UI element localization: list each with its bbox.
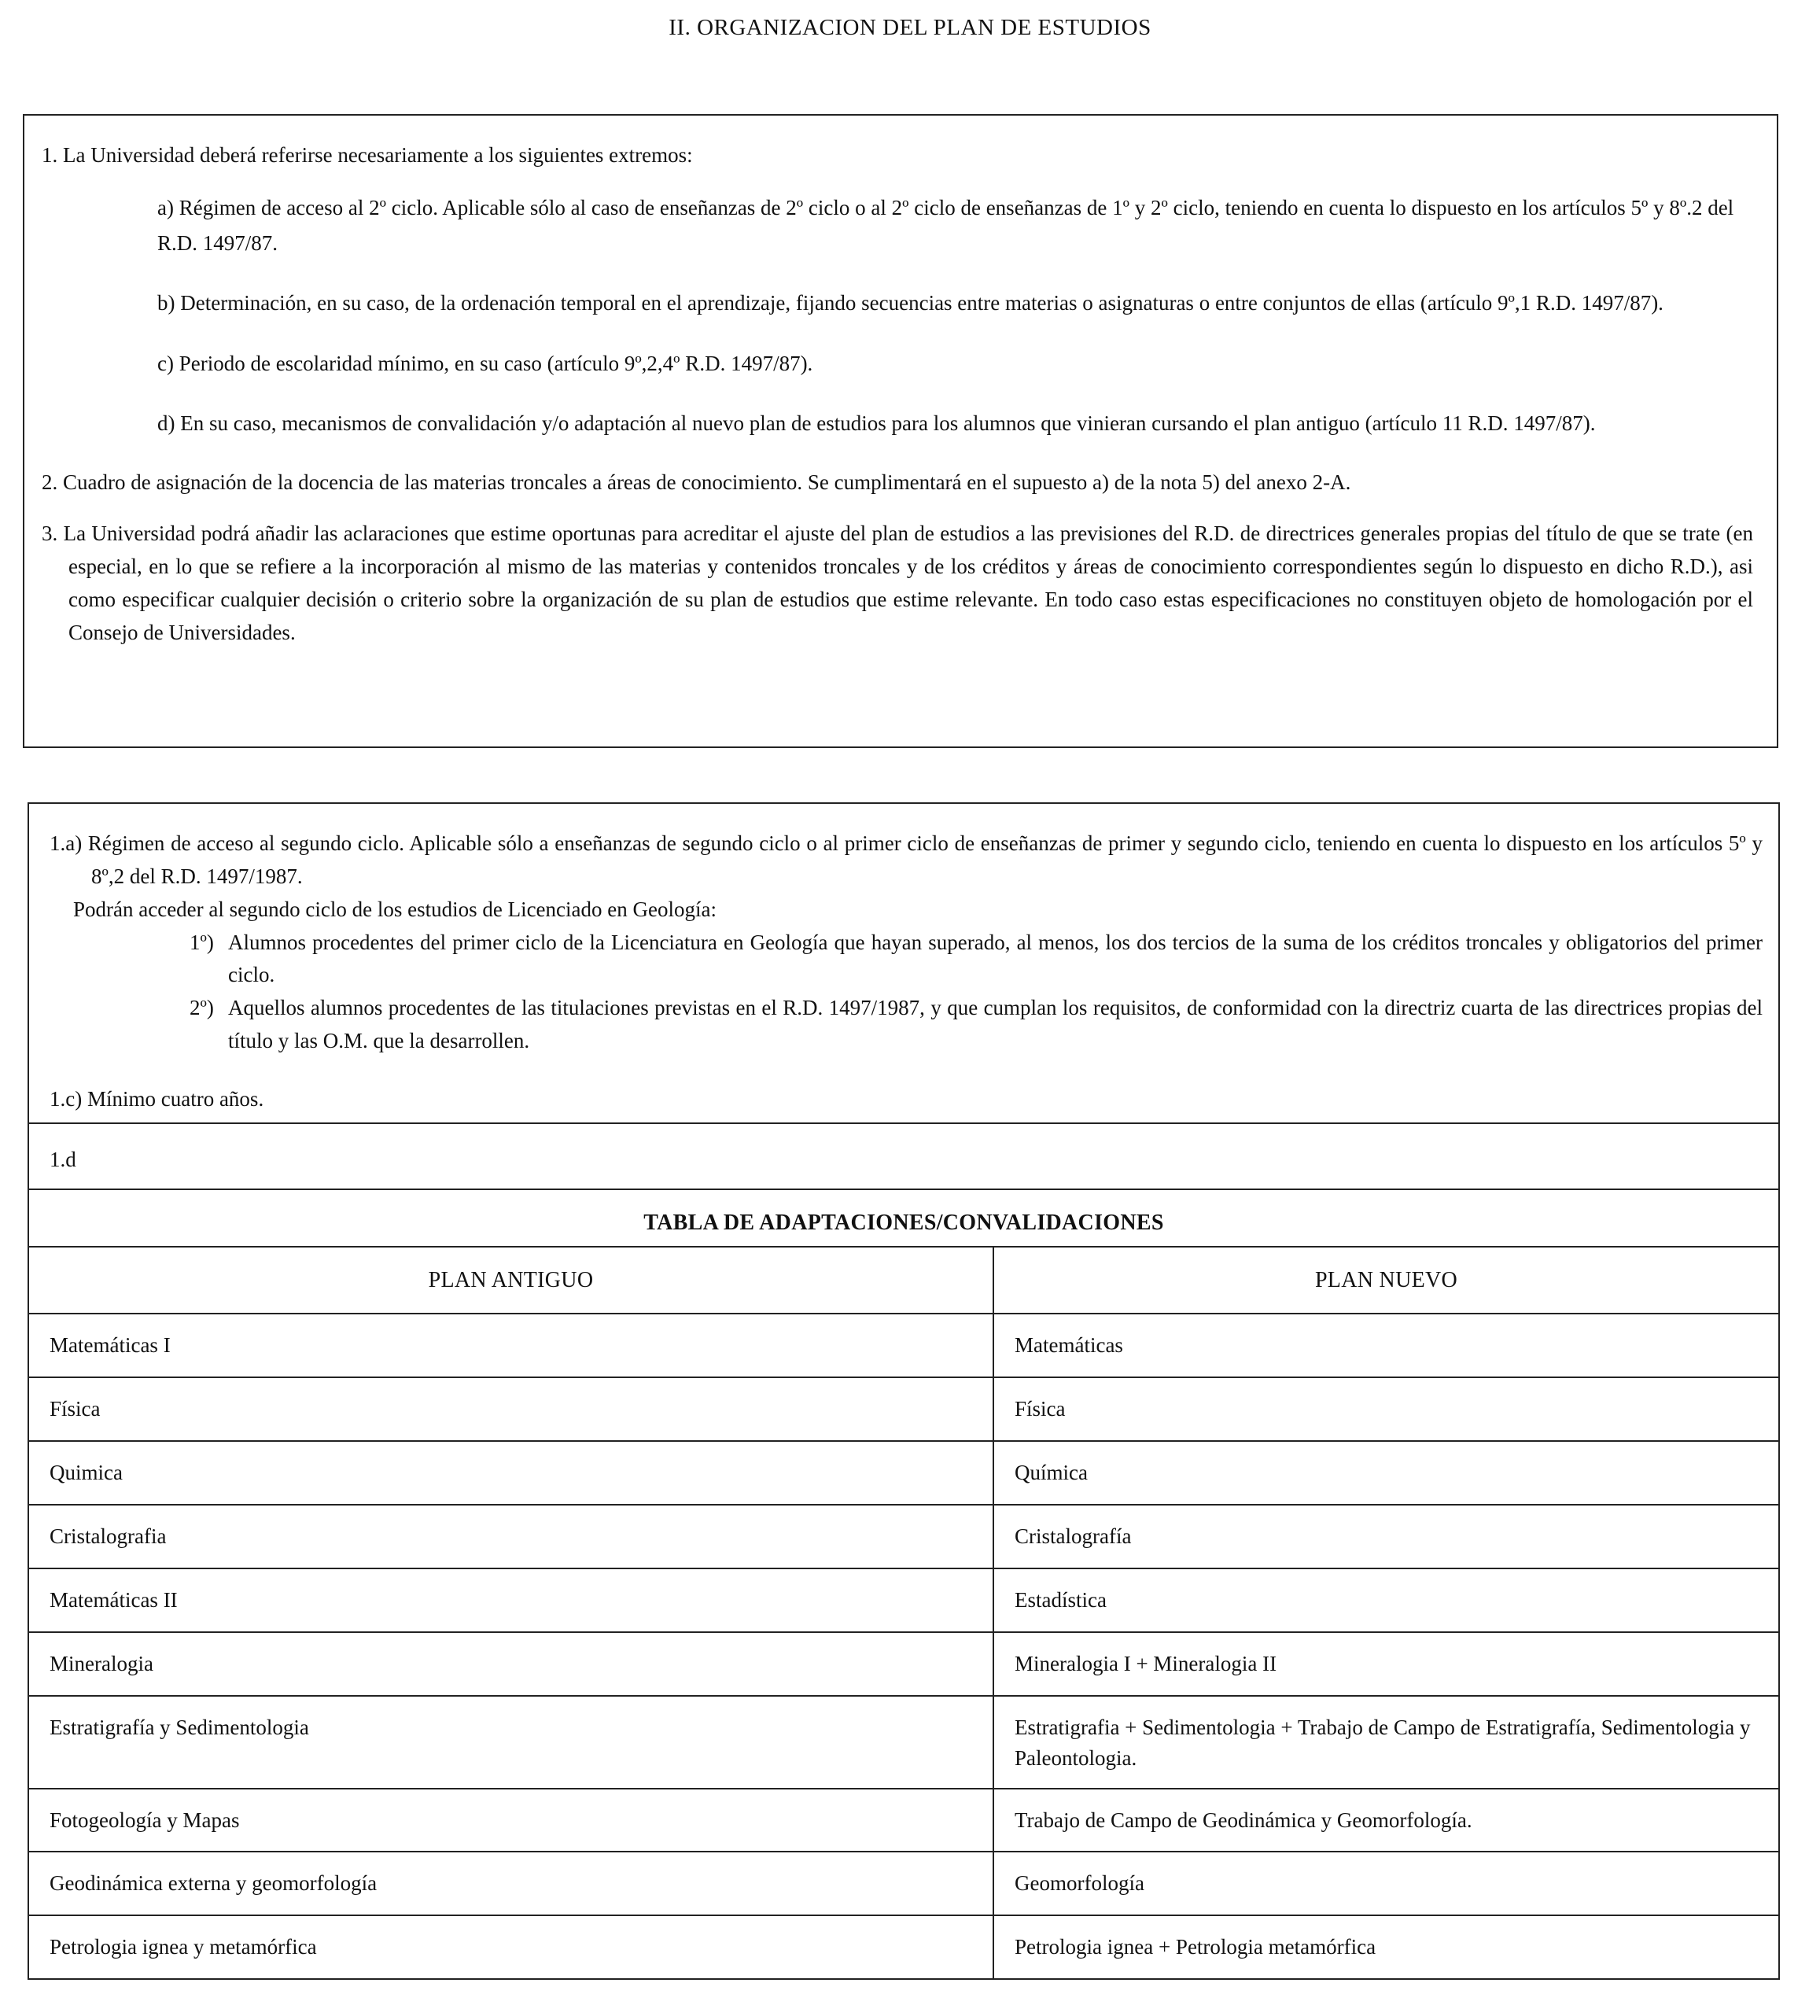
access-intro: Podrán acceder al segundo ciclo de los estudios de Licenciado en Geología:	[73, 897, 717, 921]
table-cell-new: Química	[994, 1440, 1778, 1504]
access-regime-paragraph: 1.a) Régimen de acceso al segundo ciclo. Aplicable sólo a enseñanzas de segundo ciclo o al primer ciclo de enseñanzas de primer y segundo ciclo, teniendo en cuenta lo dispuesto en los artículos 5º y 8º,2 del R.D. 1497/1987.	[50, 831, 1763, 888]
instruction-item-b: b) Determinación, en su caso, de la ordenación temporal en el aprendizaje, fijando secuencias entre materias o asignaturas o entre conjuntos de ellas (artículo 9º,1 R.D. 1497/87).	[157, 291, 1663, 315]
column-header-new-plan: PLAN NUEVO	[994, 1246, 1778, 1313]
table-cell-new: Trabajo de Campo de Geodinámica y Geomorfología.	[994, 1788, 1778, 1851]
table-cell-old: Fotogeología y Mapas	[29, 1788, 994, 1851]
minimum-period: 1.c) Mínimo cuatro años.	[50, 1086, 264, 1111]
instruction-point-3: 3. La Universidad podrá añadir las aclaraciones que estime oportunas para acreditar el ajuste del plan de estudios a las previsiones del R.D. de directrices generales propias del título de que se trate (en especial, en lo que se refiere a la incorporación al mismo de las materias y contenidos troncales y de los créditos y áreas de conocimiento correspondientes según lo dispuesto en dicho R.D.), asi como especificar cualquier decisión o criterio sobre la organización de su plan de estudios que estime relevante. En todo caso estas especificaciones no constituyen objeto de homologación por el Consejo de Universidades.	[42, 522, 1753, 644]
access-item-text: Aquellos alumnos procedentes de las titulaciones previstas en el R.D. 1497/1987, y que cumplan los requisitos, de conformidad con la directriz cuarta de las directrices propias del título y las O.M. que la desarrollen.	[228, 996, 1763, 1053]
instruction-item-a: a) Régimen de acceso al 2º ciclo. Aplicable sólo al caso de enseñanzas de 2º ciclo o al 2º ciclo de enseñanzas de 1º y 2º ciclo, teniendo en cuenta lo dispuesto en los artículos 5º y 8º.2 del R.D. 1497/87.	[157, 195, 1734, 255]
access-item-number: 2º)	[190, 996, 214, 1020]
instructions-box	[23, 114, 1778, 748]
table-cell-old: Física	[29, 1377, 994, 1440]
divider	[29, 1122, 1778, 1124]
instruction-item-c: c) Periodo de escolaridad mínimo, en su caso (artículo 9º,2,4º R.D. 1497/87).	[157, 351, 813, 375]
adaptation-table	[29, 1246, 1778, 1978]
instruction-item-d: d) En su caso, mecanismos de convalidación y/o adaptación al nuevo plan de estudios para los alumnos que vinieran cursando el plan antiguo (artículo 11 R.D. 1497/87).	[157, 411, 1596, 435]
table-cell-new: Petrologia ignea + Petrologia metamórfica	[994, 1915, 1778, 1978]
table-cell-new: Estratigrafia + Sedimentologia + Trabajo de Campo de Estratigrafía, Sedimentologia y Paleontologia.	[994, 1695, 1778, 1788]
plan-details-box	[28, 802, 1780, 1980]
table-cell-new: Cristalografía	[994, 1504, 1778, 1568]
table-cell-old: Geodinámica externa y geomorfología	[29, 1851, 994, 1915]
instructions-intro: 1. La Universidad deberá referirse necesariamente a los siguientes extremos:	[42, 143, 693, 167]
table-cell-old: Quimica	[29, 1440, 994, 1504]
section-1d-label: 1.d	[50, 1148, 76, 1171]
table-cell-old: Matemáticas I	[29, 1313, 994, 1377]
table-cell-new: Geomorfología	[994, 1851, 1778, 1915]
table-cell-old: Matemáticas II	[29, 1568, 994, 1631]
table-cell-old: Mineralogia	[29, 1631, 994, 1695]
table-cell-new: Estadística	[994, 1568, 1778, 1631]
table-cell-old: Petrologia ignea y metamórfica	[29, 1915, 994, 1978]
table-cell-old: Estratigrafía y Sedimentologia	[29, 1695, 994, 1788]
table-cell-new: Mineralogia I + Mineralogia II	[994, 1631, 1778, 1695]
access-item-number: 1º)	[190, 930, 214, 954]
page-title: II. ORGANIZACION DEL PLAN DE ESTUDIOS	[669, 15, 1151, 40]
table-cell-new: Matemáticas	[994, 1313, 1778, 1377]
access-item	[50, 992, 1763, 1058]
access-section	[50, 827, 1763, 1116]
instruction-point-2: 2. Cuadro de asignación de la docencia de las materias troncales a áreas de conocimiento. Se cumplimentará en el supuesto a) de la nota 5) del anexo 2-A.	[42, 470, 1351, 495]
column-header-old-plan: PLAN ANTIGUO	[29, 1246, 994, 1313]
access-item-text: Alumnos procedentes del primer ciclo de la Licenciatura en Geología que hayan superado, al menos, los dos tercios de la suma de los créditos troncales y obligatorios del primer ciclo.	[228, 930, 1763, 987]
table-cell-new: Física	[994, 1377, 1778, 1440]
table-title: TABLA DE ADAPTACIONES/CONVALIDACIONES	[643, 1211, 1164, 1235]
divider	[29, 1189, 1778, 1190]
access-item	[50, 927, 1763, 993]
table-cell-old: Cristalografia	[29, 1504, 994, 1568]
